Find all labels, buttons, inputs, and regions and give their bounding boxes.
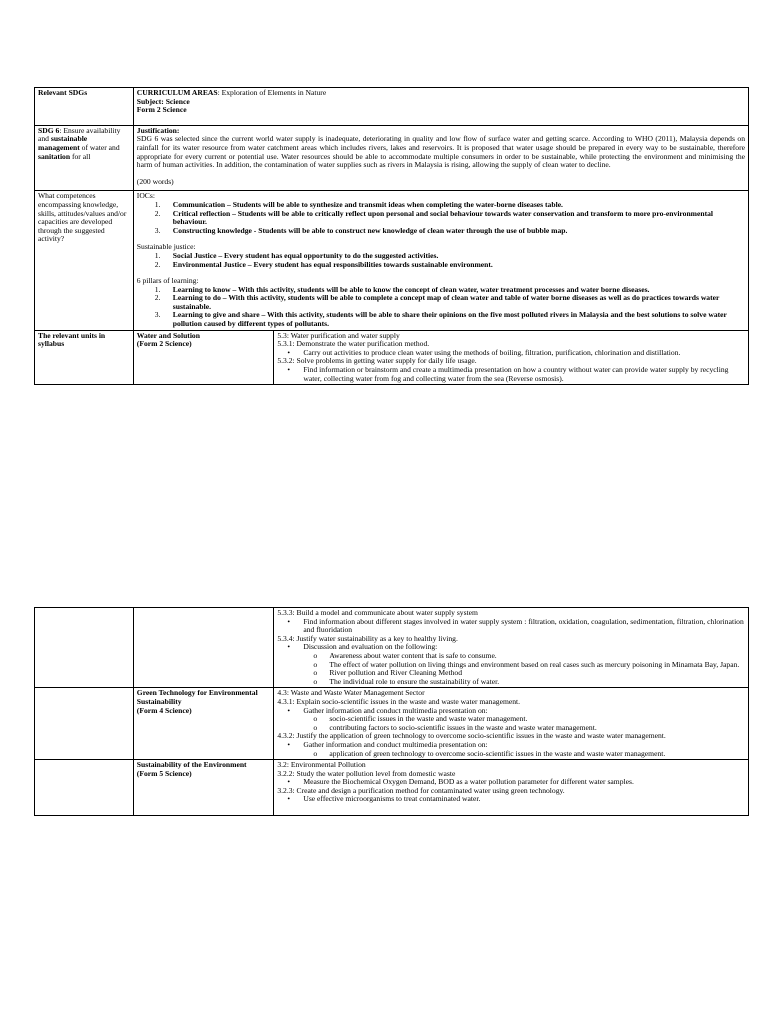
circle-bullet-icon: o	[313, 722, 318, 732]
bullet-icon: •	[287, 777, 291, 787]
circle-bullet-icon: o	[313, 659, 318, 669]
circle-bullet-icon: o	[313, 668, 318, 678]
empty-cell	[35, 608, 134, 688]
sdg-row	[35, 125, 749, 191]
list-item: o application of green technology to overcome socio-scientific issues in the waste and waste water management.	[313, 748, 666, 758]
list-item: o socio-scientific issues in the waste and waste water management.	[313, 714, 528, 724]
list-item: 1. Communication – Students will be able to synthesize and transmit ideas when completing the water-borne diseases table.	[154, 199, 563, 209]
list-item: • Find information or brainstorm and create a multimedia presentation on how a country without water can provide water supply by recycling water, collecting water from fog and collecting water from the sea (Reverse osmosis).	[287, 365, 729, 383]
circle-bullet-icon: o	[313, 650, 318, 660]
list-item: 2. Critical reflection – Students will be able to critically reflect upon personal and social behaviour towards water conservation and transform to more pro-environmental behaviour.	[154, 208, 714, 227]
justification-text: SDG 6 was selected since the current world water supply is inadequate, deteriorating in quality and low flow of surface water and getting scarce. According to WHO (2011), Malaysia depends on rainfall for its water resource from water catchment areas which includes rivers, lakes and reservoirs. It is proposed that water usage should be prepared in every way to be sustainable, therefore appropriate for every current or potential use. Water resources should be able to accommodate multiple consumers in order to be sustainable, while protecting the environment and minimising the harm of human activities. In addition, the contamination of water supplies such as rivers in Malaysia is rising, allowing the supply of clean water to decline.	[136, 134, 745, 170]
empty-cell	[35, 760, 134, 816]
bullet-icon: •	[287, 705, 291, 715]
bullet-icon: •	[287, 616, 291, 626]
list-item: • Gather information and conduct multimedia presentation on:	[287, 739, 488, 749]
list-item: o The individual role to ensure the sustainability of water.	[313, 676, 500, 686]
bullet-icon: •	[287, 642, 291, 652]
list-item: 2. Learning to do – With this activity, students will be able to complete a concept map of clean water and table of water borne diseases as well as do practices towards water sustainable.	[154, 293, 720, 311]
unit-title-cell: Water and Solution (Form 2 Science)	[133, 330, 274, 385]
list-item: 1. Learning to know – With this activity, students will be able to know the concept of clean water, water treatment processes and water borne diseases.	[154, 284, 650, 294]
list-item: o River pollution and River Cleaning Method	[313, 668, 463, 678]
list-item: • Carry out activities to produce clean water using the methods of boiling, filtration, purification, chlorination and distillation.	[287, 347, 681, 357]
sdg-cell: SDG 6: Ensure availability and sustainable management of water and sanitation for all	[35, 125, 134, 191]
list-item: • Measure the Biochemical Oxygen Demand, BOD as a water pollution parameter for different water samples.	[287, 777, 634, 787]
list-item: 1. Social Justice – Every student has equal opportunity to do the suggested activities.	[154, 250, 439, 260]
list-item: o The effect of water pollution on living things and environment based on real cases such as mercury poisoning in Minamata Bay, Japan.	[313, 659, 740, 669]
curriculum-table-bottom	[34, 607, 749, 816]
curriculum-table-top	[34, 87, 749, 385]
empty-cell	[133, 608, 274, 688]
unit-row-form2-cont	[35, 608, 749, 688]
unit-content-cell: 5.3: Water purification and water supply 5.3.1: Demonstrate the water purification method. • Carry out activities to produce clean water using the methods of boiling, filtration, purification, chlorination and distillation. 5.3.2: Solve problems in getting water supply for daily life usage. • Find information or brainstorm and create a multimedia presentation on how a country without water can provide water supply by recycling water, collecting water from fog and collecting water from the sea (Reverse osmosis).	[274, 330, 749, 385]
bullet-icon: •	[287, 365, 291, 375]
list-item: 3. Constructing knowledge - Students will be able to construct new knowledge of clean water through the use of bubble map.	[154, 225, 568, 235]
units-label: The relevant units in syllabus	[35, 330, 134, 385]
list-item: • Find information about different stages involved in water supply system : filtration, oxidation, coagulation, sedimentation, filtration, chlorination and fluoridation	[287, 616, 744, 635]
circle-bullet-icon: o	[313, 676, 318, 686]
competence-question: What competences encompassing knowledge, skills, attitudes/values and/or capacities are developed through the suggested activity?	[35, 191, 134, 330]
list-item: 3. Learning to give and share – With this activity, students will be able to share their opinions on the five most polluted rivers in Malaysia and the best solutions to solve water pollution caused by different types of pollutants.	[154, 310, 727, 329]
circle-bullet-icon: o	[313, 714, 318, 724]
competence-row	[35, 191, 749, 330]
list-item: • Discussion and evaluation on the following:	[287, 642, 438, 652]
bullet-icon: •	[287, 739, 291, 749]
list-item: 2. Environmental Justice – Every student has equal responsibilities towards sustainable environment.	[154, 259, 493, 269]
unit-content-cell: 4.3: Waste and Waste Water Management Sector 4.3.1: Explain socio-scientific issues in the waste and waste water management. • Gather information and conduct multimedia presentation on: o socio-scientific issues in the waste and waste water management. o contributing factors to socio-scientific issues in the waste and waste water management. 4.3.2: Justify the application of green technology to overcome socio-scientific issues in the waste and waste water management. • Gather information and conduct multimedia presentation on: o application of green technology to overcome socio-scientific issues in the waste and waste water management.	[274, 688, 749, 760]
unit-row-form5	[35, 760, 749, 816]
header-row	[35, 88, 749, 126]
bullet-icon: •	[287, 794, 291, 804]
competence-cell: IOCs: 1. Communication – Students will be able to synthesize and transmit ideas when completing the water-borne diseases table. 2. Critical reflection – Students will be able to critically reflect upon personal and social behaviour towards water conservation and transform to more pro-environmental behaviour. 3. Constructing knowledge - Students will be able to construct new knowledge of clean water through the use of bubble map. Sustainable justice: 1. Social Justice – Every student has equal opportunity to do the suggested activities. 2. Environmental Justice – Every student has equal responsibilities towards sustainable environment. 6 pillars of learning: 1. Learning to know – With this activity, students will be able to know the concept of clean water, water treatment processes and water borne diseases. 2. Learning to do – With this activity, students will be able to complete a concept map of clean water and table of water borne diseases as well as do practices towards water sustainable. 3. Learning to give and share – With this activity, students will be able to share their opinions on the five most polluted rivers in Malaysia and the best solutions to solve water pollution caused by different types of pollutants.	[133, 191, 748, 330]
unit-title-cell: Green Technology for Environmental Sustainability (Form 4 Science)	[133, 688, 274, 760]
list-item: • Use effective microorganisms to treat contaminated water.	[287, 794, 481, 804]
unit-row-form4	[35, 688, 749, 760]
justification-cell: Justification: SDG 6 was selected since the current world water supply is inadequate, deteriorating in quality and low flow of surface water and getting scarce. According to WHO (2011), Malaysia depends on rainfall for its water resource from water catchment areas which includes rivers, lakes and reservoirs. It is proposed that water usage should be prepared in every way to be sustainable, therefore appropriate for every current or potential use. Water resources should be able to accommodate multiple consumers in order to be sustainable, while protecting the environment and minimising the harm of human activities. In addition, the contamination of water supplies such as rivers in Malaysia is rising, allowing the supply of clean water to decline. (200 words)	[133, 125, 748, 191]
list-item: • Gather information and conduct multimedia presentation on:	[287, 705, 488, 715]
relevant-sdgs-header: Relevant SDGs	[35, 88, 134, 126]
curriculum-header: CURRICULUM AREAS: Exploration of Elements in Nature Subject: Science Form 2 Science	[133, 88, 748, 126]
list-item: o Awareness about water content that is safe to consume.	[313, 650, 497, 660]
list-item: o contributing factors to socio-scientific issues in the waste and waste water management.	[313, 722, 597, 732]
circle-bullet-icon: o	[313, 748, 318, 758]
word-count: (200 words)	[136, 176, 174, 186]
unit-title-cell: Sustainability of the Environment (Form 5 Science)	[133, 760, 274, 816]
unit-content-cell: 5.3.3: Build a model and communicate about water supply system • Find information about different stages involved in water supply system : filtration, oxidation, coagulation, sedimentation, filtration, chlorination and fluoridation 5.3.4: Justify water sustainability as a key to healthy living. • Discussion and evaluation on the following: o Awareness about water content that is safe to consume. o The effect of water pollution on living things and environment based on real cases such as mercury poisoning in Minamata Bay, Japan. o River pollution and River Cleaning Method o The individual role to ensure the sustainability of water.	[274, 608, 749, 688]
units-row	[35, 330, 749, 385]
empty-cell	[35, 688, 134, 760]
bullet-icon: •	[287, 347, 291, 357]
unit-content-cell: 3.2: Environmental Pollution 3.2.2: Study the water pollution level from domestic waste • Measure the Biochemical Oxygen Demand, BOD as a water pollution parameter for different water samples. 3.2.3: Create and design a purification method for contaminated water using green technology. • Use effective microorganisms to treat contaminated water.	[274, 760, 749, 816]
